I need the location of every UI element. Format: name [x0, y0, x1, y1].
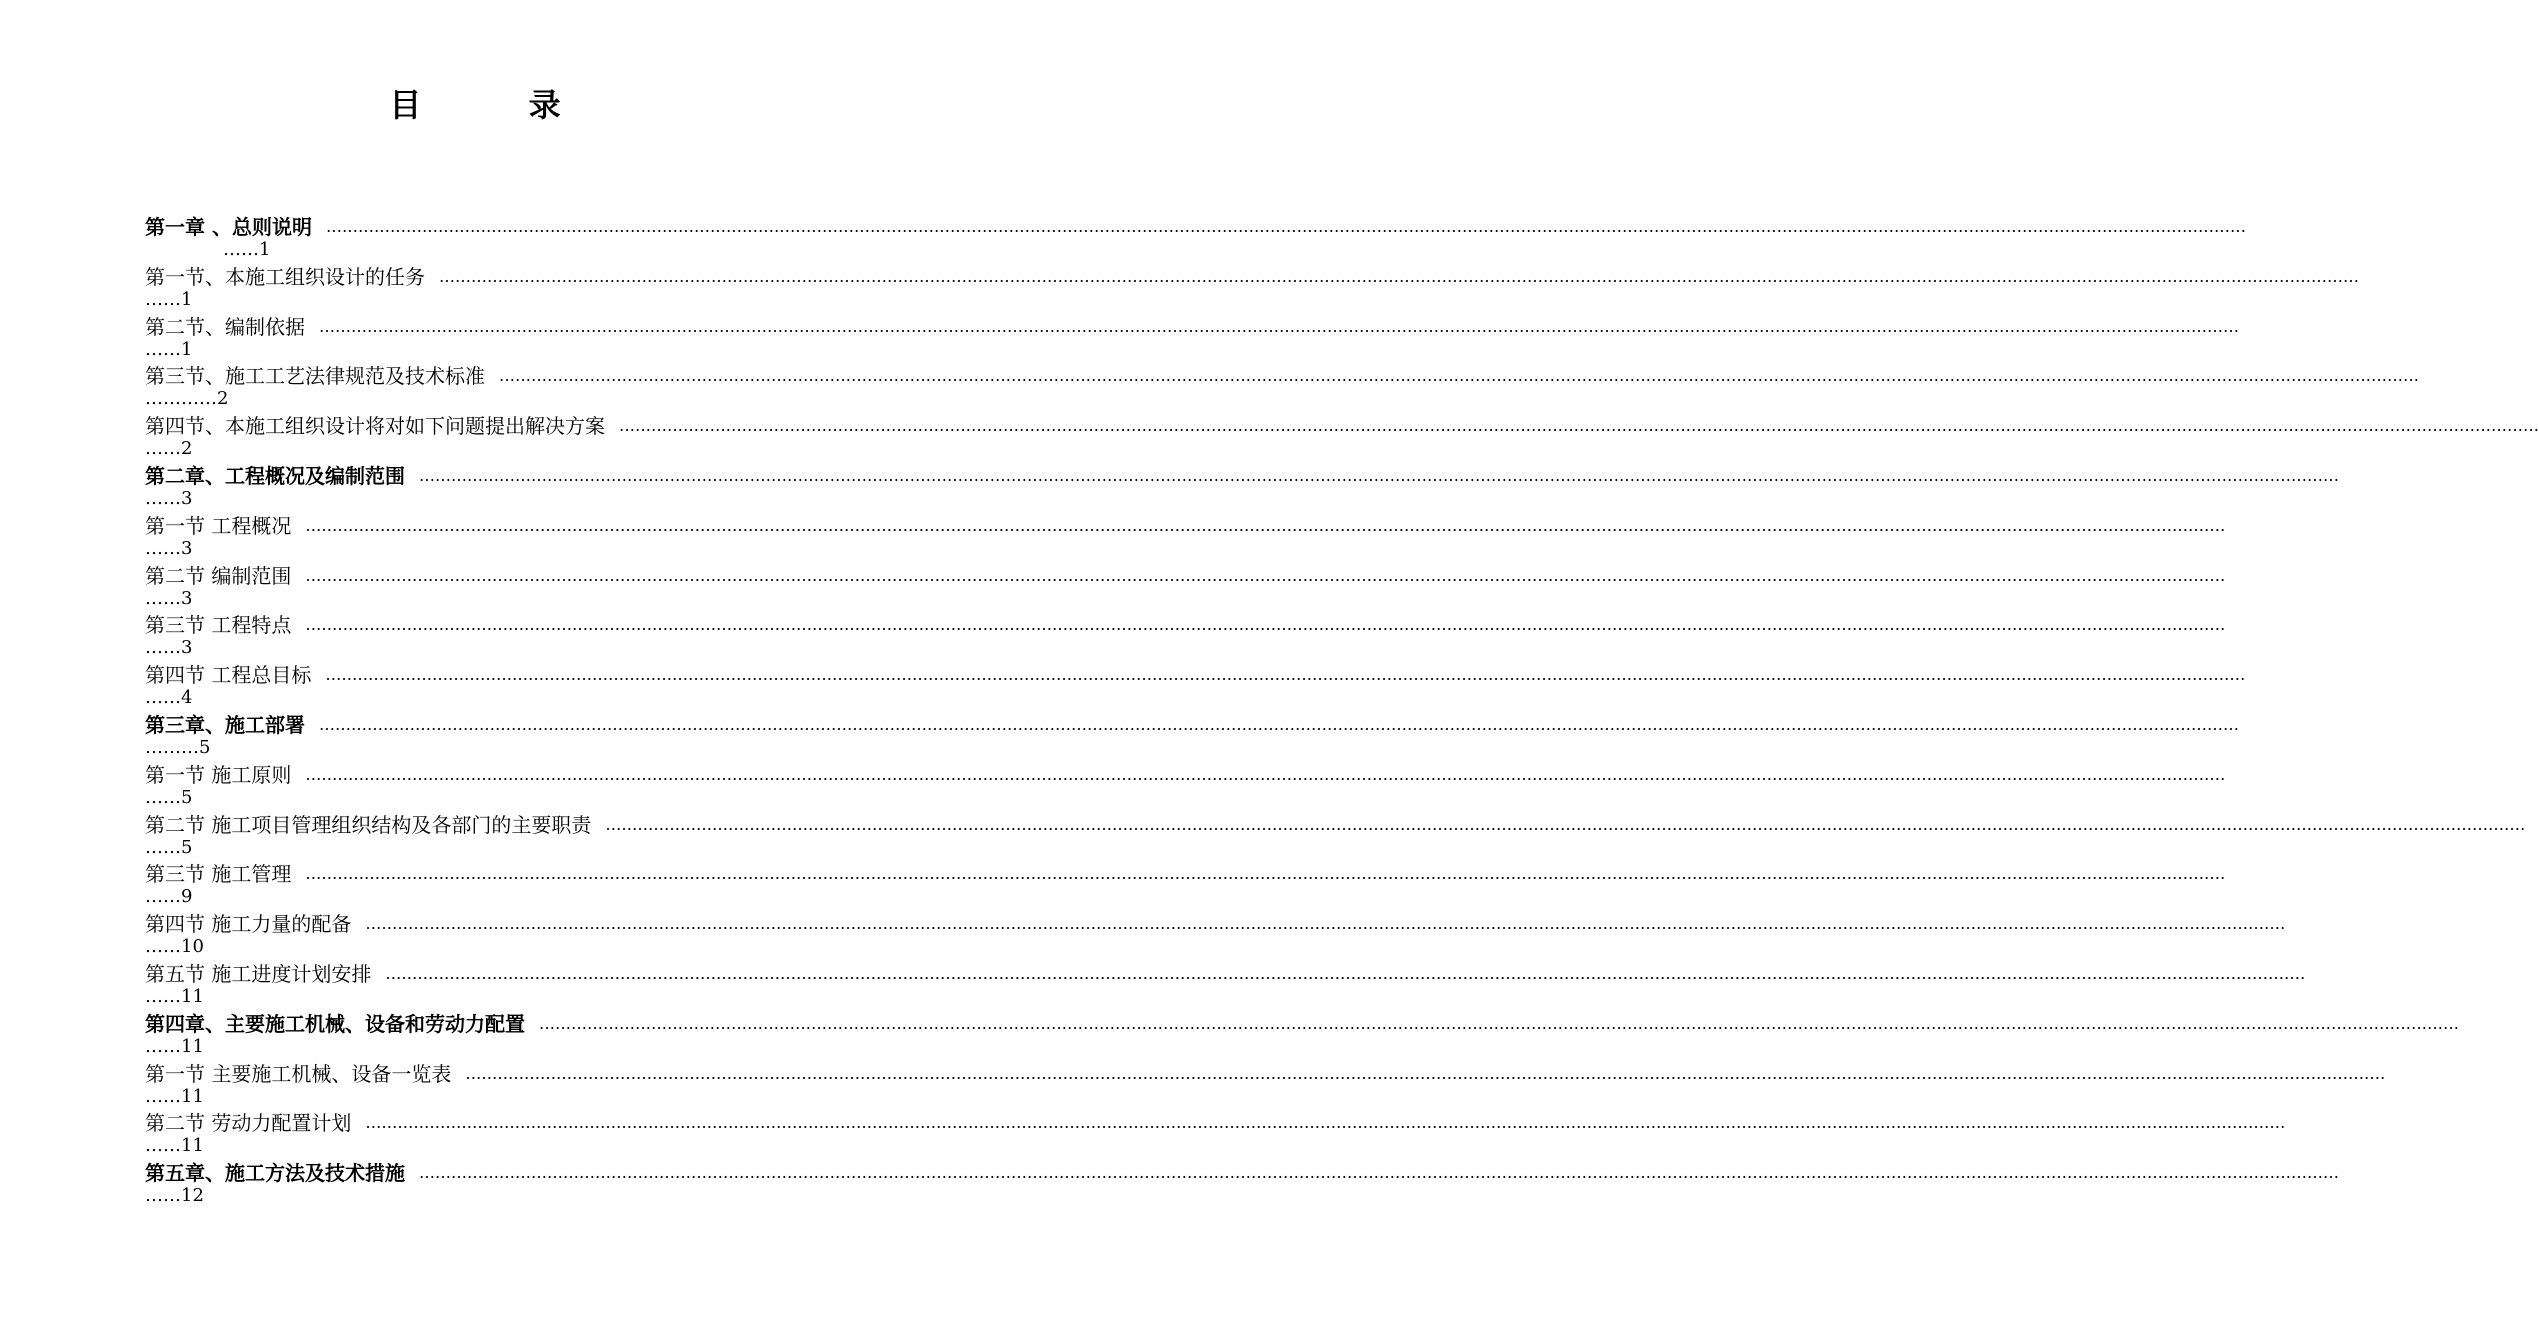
- toc-section-entry[interactable]: [145, 957, 2306, 1007]
- dot-leader: ………………………………………………………………………………………………………………………………………………………………………………………………………………………………………………………………………………………………………………………………: [319, 316, 2239, 336]
- toc-section-entry[interactable]: [145, 260, 2359, 310]
- toc-page-number: ……2: [145, 438, 193, 460]
- toc-section-entry[interactable]: [145, 658, 2246, 709]
- dot-leader: ………………………………………………………………………………………………………………………………………………………………………………………………………………………………………………………………………………………………………………………………: [419, 465, 2339, 485]
- dot-leader: ………………………………………………………………………………………………………………………………………………………………………………………………………………………………………………………………………………………………………………………………: [439, 266, 2359, 286]
- toc-entry-label: 第二节 施工项目管理组织结构及各部门的主要职责: [145, 811, 595, 839]
- toc-section-entry[interactable]: [145, 808, 2526, 858]
- toc-page-number: ……1: [145, 338, 193, 360]
- page-title: 目 录: [389, 86, 609, 124]
- toc-page-number: ……4: [145, 687, 193, 709]
- dot-leader: ………………………………………………………………………………………………………………………………………………………………………………………………………………………………………………………………………………………………………………………………: [305, 565, 2226, 585]
- dot-leader: ………………………………………………………………………………………………………………………………………………………………………………………………………………………………………………………………………………………………………………………………: [305, 615, 2226, 635]
- toc-chapter-entry[interactable]: [145, 210, 2246, 260]
- toc-chapter-entry[interactable]: [145, 1007, 2459, 1057]
- toc-page-number: ……11: [145, 1085, 204, 1107]
- toc-section-entry[interactable]: [145, 857, 2226, 908]
- toc-section-entry[interactable]: [145, 509, 2226, 559]
- toc-entry-label: 第一节 主要施工机械、设备一览表: [145, 1060, 455, 1088]
- toc-section-entry[interactable]: [145, 608, 2226, 659]
- dot-leader: ………………………………………………………………………………………………………………………………………………………………………………………………………………………………………………………………………………………………………………………………: [419, 1163, 2339, 1183]
- dot-leader: ………………………………………………………………………………………………………………………………………………………………………………………………………………………………………………………………………………………………………………………………: [325, 217, 2246, 236]
- table-of-contents: [145, 210, 2539, 1207]
- toc-entry-label: 第五章、施工方法及技术措施: [145, 1159, 409, 1187]
- toc-chapter-entry[interactable]: [145, 459, 2339, 509]
- dot-leader: ………………………………………………………………………………………………………………………………………………………………………………………………………………………………………………………………………………………………………………………………: [539, 1013, 2459, 1033]
- toc-entry-label: 第三节 施工管理: [145, 860, 295, 888]
- toc-entry-label: 第三章、施工部署: [145, 711, 309, 739]
- dot-leader: ………………………………………………………………………………………………………………………………………………………………………………………………………………………………………………………………………………………………………………………………: [319, 714, 2239, 734]
- toc-page-number: ……12: [145, 1185, 204, 1207]
- dot-leader: ………………………………………………………………………………………………………………………………………………………………………………………………………………………………………………………………………………………………………………………………: [499, 366, 2419, 386]
- toc-chapter-entry[interactable]: [145, 708, 2239, 758]
- toc-entry-label: 第一节 施工原则: [145, 761, 295, 789]
- toc-page-number: ……5: [145, 836, 193, 858]
- toc-entry-label: 第一节、本施工组织设计的任务: [145, 263, 429, 291]
- toc-entry-label: 第四节、本施工组织设计将对如下问题提出解决方案: [145, 412, 609, 440]
- dot-leader: ………………………………………………………………………………………………………………………………………………………………………………………………………………………………………………………………………………………………………………………………: [325, 665, 2246, 685]
- toc-entry-label: 第二节 劳动力配置计划: [145, 1109, 355, 1137]
- toc-section-entry[interactable]: [145, 1057, 2386, 1107]
- dot-leader: ………………………………………………………………………………………………………………………………………………………………………………………………………………………………………………………………………………………………………………………………: [365, 914, 2286, 934]
- toc-section-entry[interactable]: [145, 310, 2239, 360]
- toc-entry-label: 第三节 工程特点: [145, 611, 295, 639]
- dot-leader: ………………………………………………………………………………………………………………………………………………………………………………………………………………………………………………………………………………………………………………………………: [605, 814, 2526, 834]
- toc-page-number: ……9: [145, 886, 193, 908]
- toc-entry-label: 第二节、编制依据: [145, 313, 309, 341]
- toc-page-number: ……3: [145, 587, 193, 609]
- toc-page-number: ……1: [145, 288, 193, 310]
- toc-page-number: …………2: [145, 388, 229, 410]
- toc-page-number: ……11: [145, 985, 204, 1007]
- toc-entry-label: 第一章 、总则说明: [145, 213, 316, 241]
- toc-entry-label: 第四节 工程总目标: [145, 661, 315, 689]
- dot-leader: ………………………………………………………………………………………………………………………………………………………………………………………………………………………………………………………………………………………………………………………………: [465, 1063, 2386, 1083]
- toc-entry-label: 第三节、施工工艺法律规范及技术标准: [145, 362, 489, 390]
- toc-entry-label: 第四章、主要施工机械、设备和劳动力配置: [145, 1010, 529, 1038]
- toc-entry-label: 第五节 施工进度计划安排: [145, 960, 375, 988]
- toc-page-number: ……3: [145, 487, 193, 509]
- toc-section-entry[interactable]: [145, 359, 2419, 410]
- toc-page-number: ……10: [145, 936, 204, 958]
- toc-entry-label: 第二章、工程概况及编制范围: [145, 462, 409, 490]
- toc-entry-label: 第四节 施工力量的配备: [145, 910, 355, 938]
- toc-entry-label: 第一节 工程概况: [145, 512, 295, 540]
- toc-page-number: ……11: [145, 1135, 204, 1157]
- toc-section-entry[interactable]: [145, 758, 2226, 808]
- dot-leader: ………………………………………………………………………………………………………………………………………………………………………………………………………………………………………………………………………………………………………………………………: [305, 764, 2226, 784]
- toc-section-entry[interactable]: [145, 559, 2226, 609]
- toc-entry-label: 第二节 编制范围: [145, 562, 295, 590]
- dot-leader: ………………………………………………………………………………………………………………………………………………………………………………………………………………………………………………………………………………………………………………………………: [305, 515, 2226, 535]
- toc-page-number: ……3: [145, 637, 193, 659]
- toc-page-number: ……1: [223, 239, 271, 260]
- toc-page-number: ……3: [145, 537, 193, 559]
- dot-leader: ………………………………………………………………………………………………………………………………………………………………………………………………………………………………………………………………………………………………………………………………: [619, 416, 2539, 436]
- toc-page-number: ……5: [145, 786, 193, 808]
- toc-chapter-entry[interactable]: [145, 1156, 2339, 1207]
- toc-page-number: ……11: [145, 1035, 204, 1057]
- toc-section-entry[interactable]: [145, 1106, 2286, 1157]
- toc-page-number: ………5: [145, 736, 211, 758]
- toc-section-entry[interactable]: [145, 907, 2286, 958]
- dot-leader: ………………………………………………………………………………………………………………………………………………………………………………………………………………………………………………………………………………………………………………………………: [305, 864, 2226, 884]
- dot-leader: ………………………………………………………………………………………………………………………………………………………………………………………………………………………………………………………………………………………………………………………………: [365, 1113, 2286, 1133]
- dot-leader: ………………………………………………………………………………………………………………………………………………………………………………………………………………………………………………………………………………………………………………………………: [385, 963, 2306, 983]
- toc-section-entry[interactable]: [145, 409, 2539, 460]
